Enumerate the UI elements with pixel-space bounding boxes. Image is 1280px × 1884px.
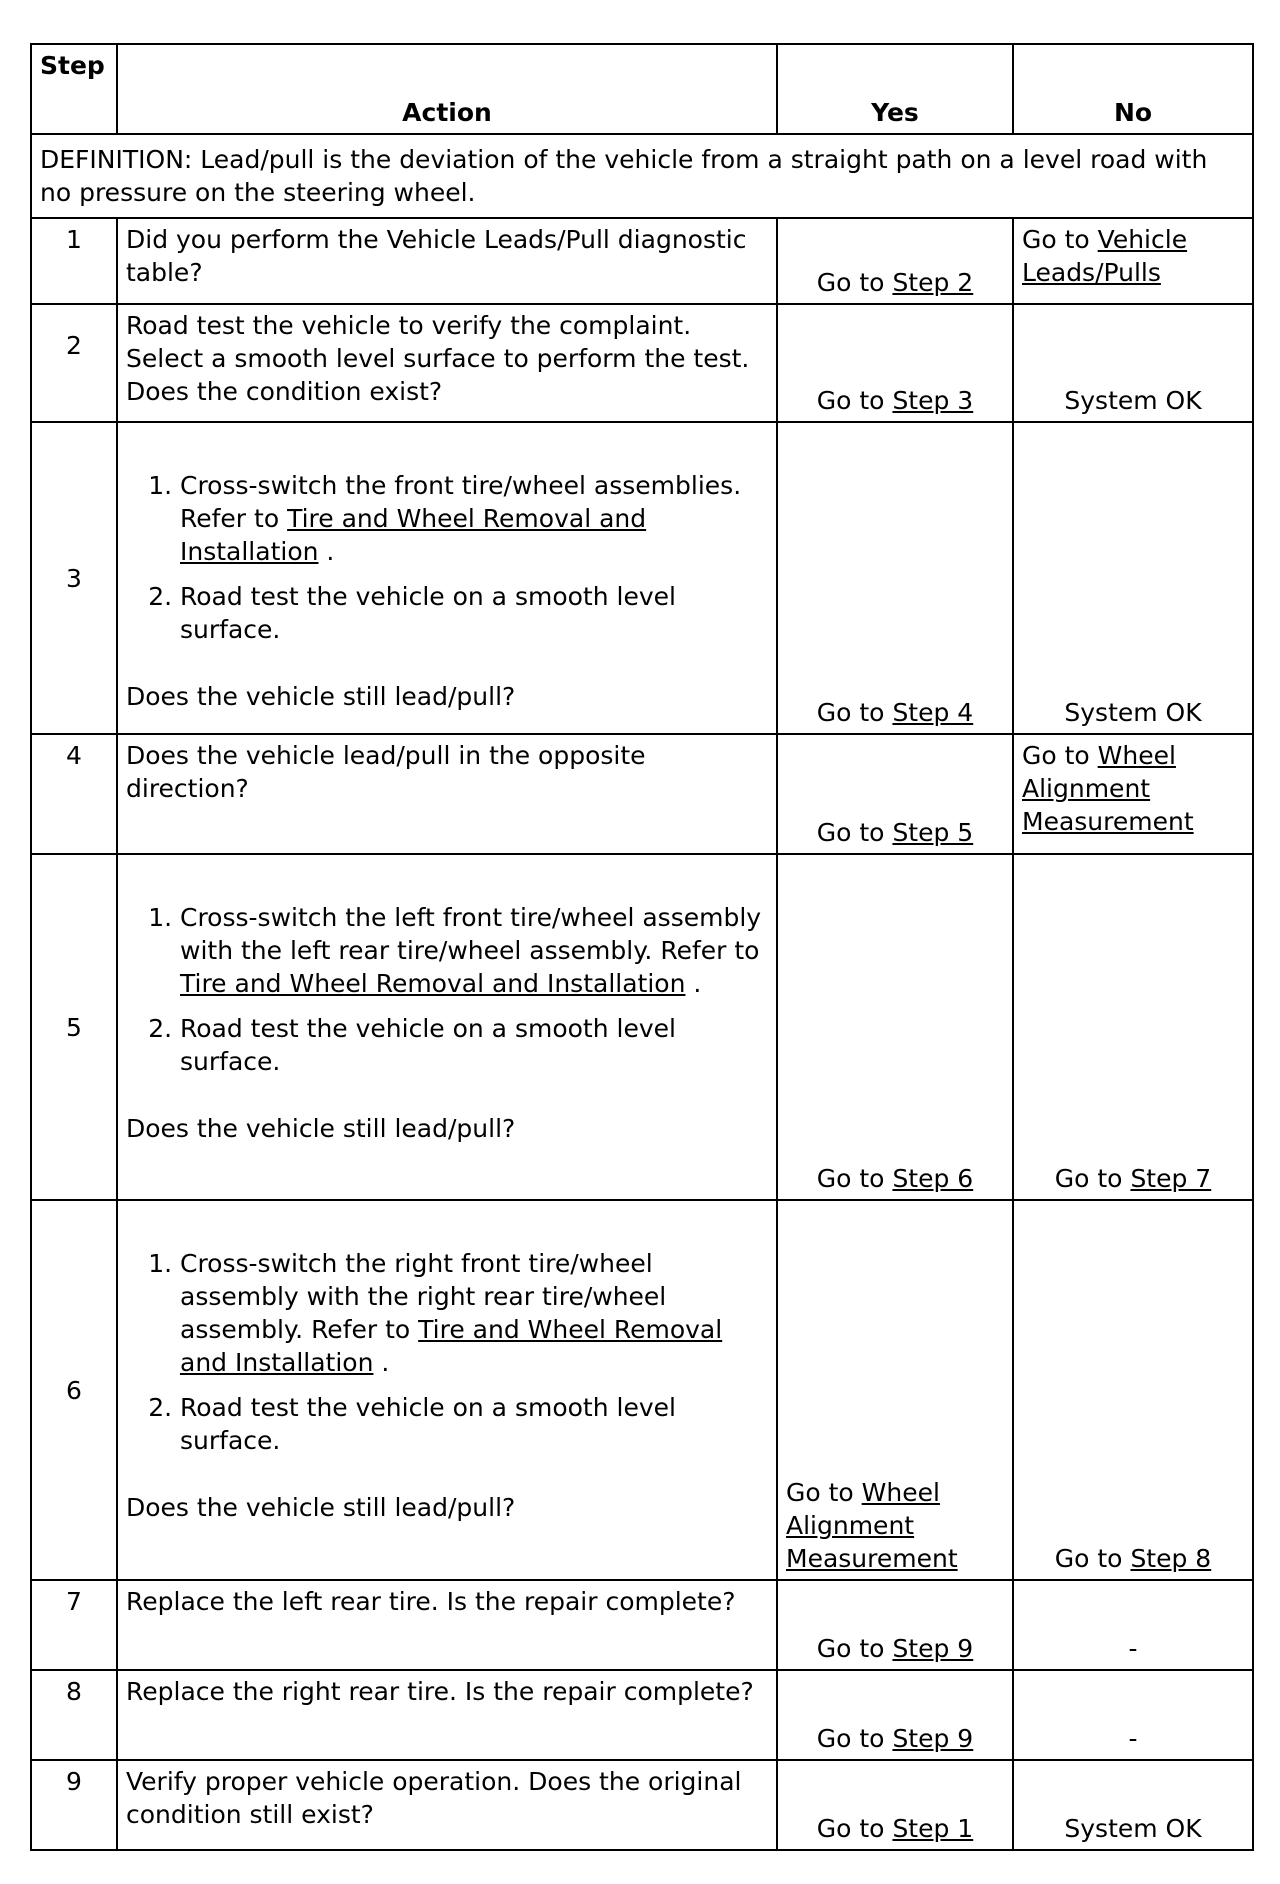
step-link[interactable]: Step 6 bbox=[892, 1164, 974, 1193]
go-to-text: Go to bbox=[1054, 1544, 1131, 1573]
no-cell: System OK bbox=[1013, 304, 1253, 422]
step-number: 5 bbox=[31, 854, 117, 1200]
action-cell: Did you perform the Vehicle Leads/Pull diagnostic table? bbox=[117, 218, 777, 304]
step-link[interactable]: Step 5 bbox=[892, 818, 974, 847]
header-action: Action bbox=[117, 44, 777, 134]
action-cell: Verify proper vehicle operation. Does the original condition still exist? bbox=[117, 1760, 777, 1850]
go-to-text: Go to bbox=[816, 818, 893, 847]
step-link[interactable]: Step 1 bbox=[892, 1814, 974, 1843]
table-row bbox=[31, 1580, 1253, 1670]
tire-wheel-link[interactable]: Tire and Wheel Removal and Installation bbox=[180, 1315, 723, 1377]
no-cell bbox=[1013, 854, 1253, 1200]
action-cell: Replace the right rear tire. Is the repair complete? bbox=[117, 1670, 777, 1760]
action-list bbox=[126, 469, 768, 646]
go-to-text: Go to bbox=[816, 1814, 893, 1843]
question-text: Does the vehicle still lead/pull? bbox=[126, 1493, 516, 1522]
table-row bbox=[31, 734, 1253, 854]
table-row bbox=[31, 422, 1253, 734]
action-cell: Road test the vehicle to verify the complaint. Select a smooth level surface to perform the test. Does the condition exist? bbox=[117, 304, 777, 422]
question-text: Does the vehicle still lead/pull? bbox=[126, 682, 516, 711]
action-cell: Does the vehicle lead/pull in the opposite direction? bbox=[117, 734, 777, 854]
step-number: 1 bbox=[31, 218, 117, 304]
no-cell: System OK bbox=[1013, 422, 1253, 734]
yes-cell bbox=[777, 1670, 1013, 1760]
step-number: 9 bbox=[31, 1760, 117, 1850]
table-row bbox=[31, 304, 1253, 422]
no-cell bbox=[1013, 218, 1253, 304]
definition-text: DEFINITION: Lead/pull is the deviation of the vehicle from a straight path on a level road with no pressure on the steering wheel. bbox=[31, 134, 1253, 218]
definition-row bbox=[31, 134, 1253, 218]
step-number: 7 bbox=[31, 1580, 117, 1670]
yes-cell bbox=[777, 218, 1013, 304]
list-item: 2. Road test the vehicle on a smooth level surface. bbox=[180, 1012, 768, 1078]
step-number: 6 bbox=[31, 1200, 117, 1580]
yes-cell bbox=[777, 304, 1013, 422]
no-cell: - bbox=[1013, 1670, 1253, 1760]
go-to-text: Go to bbox=[816, 386, 893, 415]
step-number: 4 bbox=[31, 734, 117, 854]
step-link[interactable]: Step 9 bbox=[892, 1724, 974, 1753]
wheel-alignment-link[interactable]: Wheel Alignment Measurement bbox=[1022, 741, 1194, 836]
yes-cell bbox=[777, 422, 1013, 734]
step-link[interactable]: Step 2 bbox=[892, 268, 974, 297]
tire-wheel-link[interactable]: Tire and Wheel Removal and Installation bbox=[180, 504, 647, 566]
go-to-text: Go to bbox=[816, 1634, 893, 1663]
step-number: 8 bbox=[31, 1670, 117, 1760]
go-to-text: Go to bbox=[786, 1478, 862, 1507]
wheel-alignment-link[interactable]: Wheel Alignment Measurement bbox=[786, 1478, 958, 1573]
table-row bbox=[31, 1670, 1253, 1760]
table-row bbox=[31, 218, 1253, 304]
no-cell bbox=[1013, 1200, 1253, 1580]
step-link[interactable]: Step 4 bbox=[892, 698, 974, 727]
table-row bbox=[31, 1760, 1253, 1850]
no-cell: - bbox=[1013, 1580, 1253, 1670]
yes-cell bbox=[777, 1760, 1013, 1850]
table-row bbox=[31, 854, 1253, 1200]
action-cell bbox=[117, 422, 777, 734]
action-cell bbox=[117, 1200, 777, 1580]
step-link[interactable]: Step 9 bbox=[892, 1634, 974, 1663]
go-to-text: Go to bbox=[1022, 741, 1098, 770]
header-row bbox=[31, 44, 1253, 134]
go-to-text: Go to bbox=[1054, 1164, 1131, 1193]
step-link[interactable]: Step 3 bbox=[892, 386, 974, 415]
tire-wheel-link[interactable]: Tire and Wheel Removal and Installation bbox=[180, 969, 686, 998]
yes-cell bbox=[777, 854, 1013, 1200]
action-list bbox=[126, 901, 768, 1078]
table-row bbox=[31, 1200, 1253, 1580]
diagnostic-table bbox=[30, 43, 1254, 1851]
yes-cell bbox=[777, 734, 1013, 854]
action-list bbox=[126, 1247, 768, 1457]
yes-cell bbox=[777, 1580, 1013, 1670]
list-item: 1. Cross-switch the right front tire/wheel assembly with the right rear tire/wheel assembly. Refer to Tire and Wheel Removal and Installation . bbox=[180, 1247, 768, 1379]
list-item: 2. Road test the vehicle on a smooth level surface. bbox=[180, 1391, 768, 1457]
action-cell bbox=[117, 854, 777, 1200]
header-step: Step bbox=[31, 44, 117, 134]
step-number: 2 bbox=[31, 304, 117, 422]
go-to-text: Go to bbox=[816, 1164, 893, 1193]
step-number: 3 bbox=[31, 422, 117, 734]
list-item: 1. Cross-switch the left front tire/wheel assembly with the left rear tire/wheel assembly. Refer to Tire and Wheel Removal and Installation . bbox=[180, 901, 768, 1000]
no-cell: System OK bbox=[1013, 1760, 1253, 1850]
no-cell bbox=[1013, 734, 1253, 854]
go-to-text: Go to bbox=[1022, 225, 1098, 254]
header-no: No bbox=[1013, 44, 1253, 134]
yes-cell bbox=[777, 1200, 1013, 1580]
question-text: Does the vehicle still lead/pull? bbox=[126, 1114, 516, 1143]
go-to-text: Go to bbox=[816, 1724, 893, 1753]
header-yes: Yes bbox=[777, 44, 1013, 134]
list-item: 2. Road test the vehicle on a smooth level surface. bbox=[180, 580, 768, 646]
step-link[interactable]: Step 7 bbox=[1130, 1164, 1212, 1193]
step-link[interactable]: Step 8 bbox=[1130, 1544, 1212, 1573]
vehicle-leads-pulls-link[interactable]: Vehicle Leads/Pulls bbox=[1022, 225, 1188, 287]
go-to-text: Go to bbox=[816, 698, 893, 727]
go-to-text: Go to bbox=[816, 268, 893, 297]
list-item: 1. Cross-switch the front tire/wheel assemblies. Refer to Tire and Wheel Removal and Installation . bbox=[180, 469, 768, 568]
action-cell: Replace the left rear tire. Is the repair complete? bbox=[117, 1580, 777, 1670]
